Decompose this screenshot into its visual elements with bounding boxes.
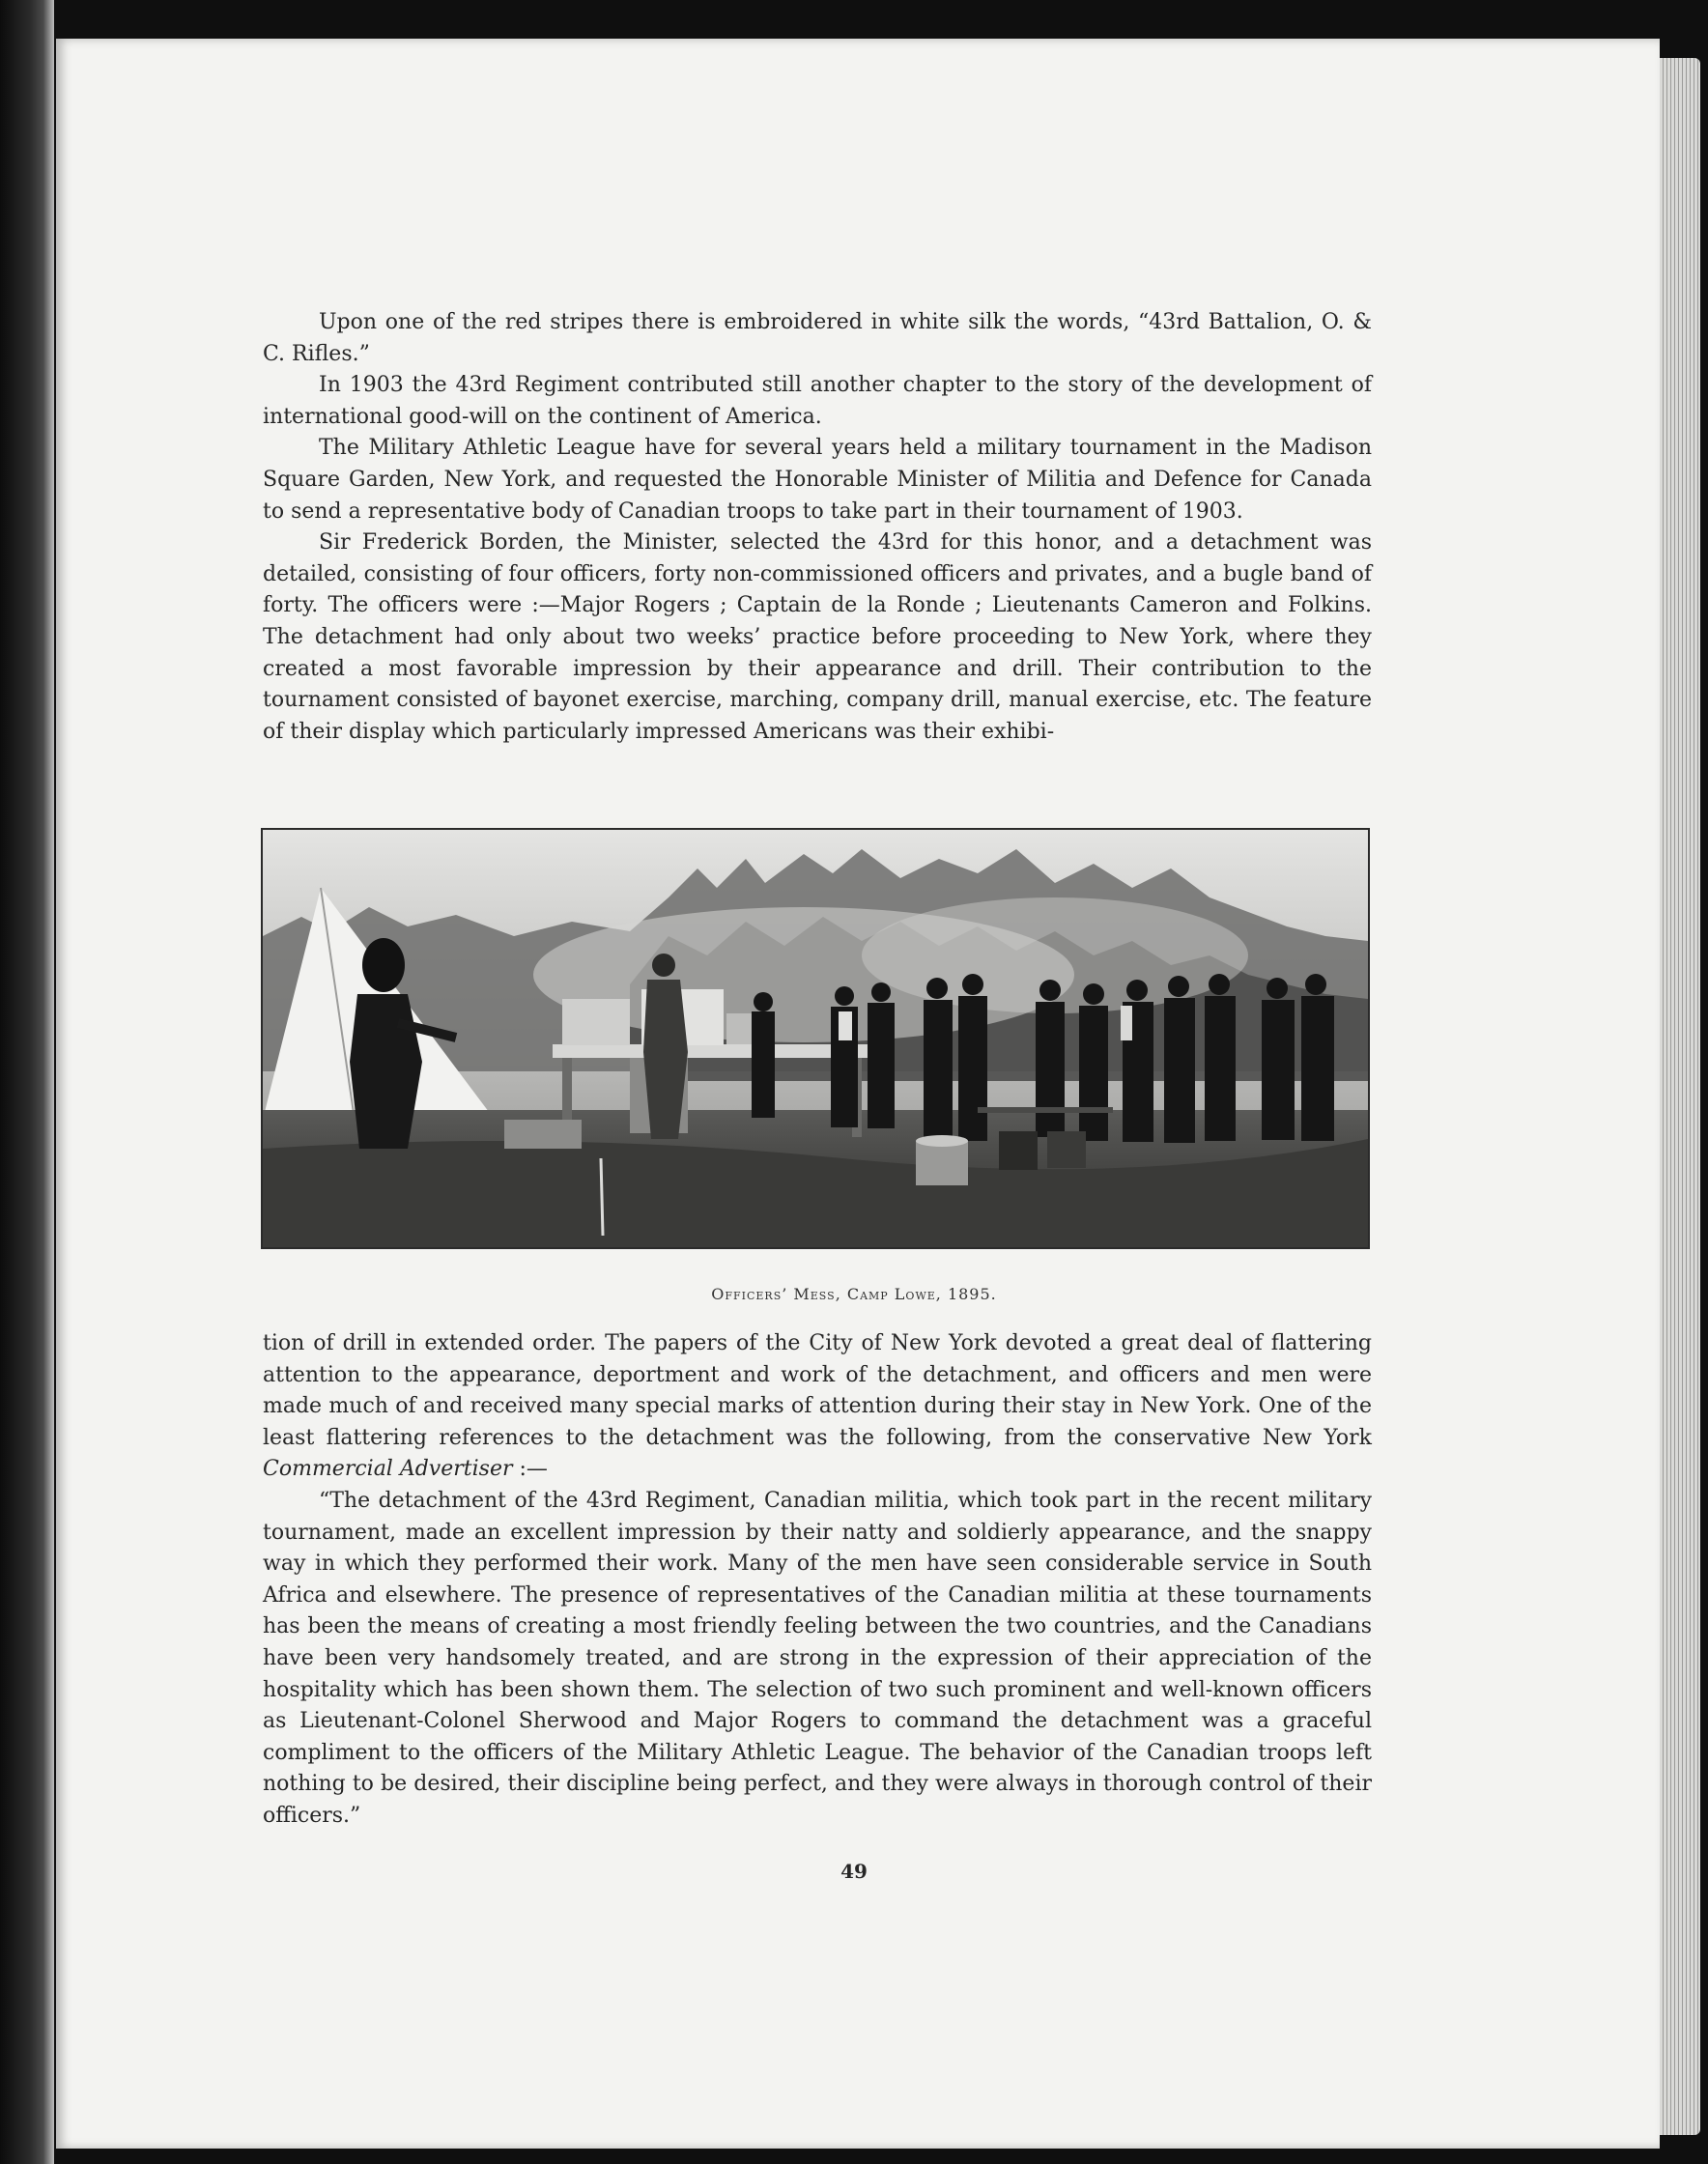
photograph-officers-mess xyxy=(261,828,1370,1249)
paragraph-frederick-borden: Sir Frederick Borden, the Minister, selected the 43rd for this honor, and a detachment was detailed, consisting of four officers, forty non-commissioned officers and privates, and a bugle band of forty. The officers were :—Major Rogers ; Captain de la Ronde ; Lieutenants Cameron and Folkins. The detachment had only about two weeks’ practice before proceeding to New York, where they created a most favorable impression by their appearance and drill. Their contribution to the tournament consisted of bayonet exercise, marching, company drill, manual exercise, etc. The feature of their display which particularly impressed Americans was their exhibi- xyxy=(263,530,1372,744)
paragraph-1903-chapter: In 1903 the 43rd Regiment contributed still another chapter to the story of the development of international good-will on the continent of America. xyxy=(263,373,1372,429)
figure-caption: Officers’ Mess, Camp Lowe, 1895. xyxy=(711,1285,997,1303)
newspaper-name: Commercial Advertiser xyxy=(263,1457,513,1482)
paragraph-extended-order-tail: :— xyxy=(512,1457,548,1482)
photograph-drawing xyxy=(263,830,1368,1247)
paragraph-newspaper-quote: “The detachment of the 43rd Regiment, Canadian militia, which took part in the recent military tournament, made an excellent impression by their natty and soldierly appearance, and the snappy way in which they performed their work. Many of the men have seen considerable service in South Africa and elsewhere. The presence of representatives of the Canadian militia at these tournaments has been the means of creating a most friendly feeling between the two countries, and the Canadians have been very handsomely treated, and are strong in the expression of their appreciation of the hospitality which has been shown them. The selection of two such prominent and well-known officers as Lieutenant-Colonel Sherwood and Major Rogers to command the detachment was a graceful compliment to the officers of the Military Athletic League. The behavior of the Canadian troops left nothing to be desired, their discipline being perfect, and they were always in thorough control of their officers.” xyxy=(263,1488,1372,1828)
text-block-top xyxy=(263,307,1372,748)
paragraph-extended-order xyxy=(263,1328,1372,1486)
text-block-bottom xyxy=(263,1328,1372,1833)
book-spine-shadow xyxy=(0,0,54,2164)
page-edges xyxy=(1660,58,1700,2135)
paragraph-athletic-league: The Military Athletic League have for several years held a military tournament in the Madison Square Garden, New York, and requested the Honorable Minister of Militia and Defence for Canada to send a representative body of Canadian troops to take part in their tournament of 1903. xyxy=(263,436,1372,524)
page-number: 49 xyxy=(840,1860,868,1883)
paragraph-red-stripes: Upon one of the red stripes there is embroidered in white silk the words, “43rd Battalion, O. & C. Rifles.” xyxy=(263,310,1372,366)
paragraph-extended-order-text: tion of drill in extended order. The papers of the City of New York devoted a great deal of flattering attention to the appearance, deportment and work of the detachment, and officers and men were made much of and received many special marks of attention during their stay in New York. One of the least flattering references to the detachment was the following, from the conservative New York xyxy=(263,1331,1372,1450)
